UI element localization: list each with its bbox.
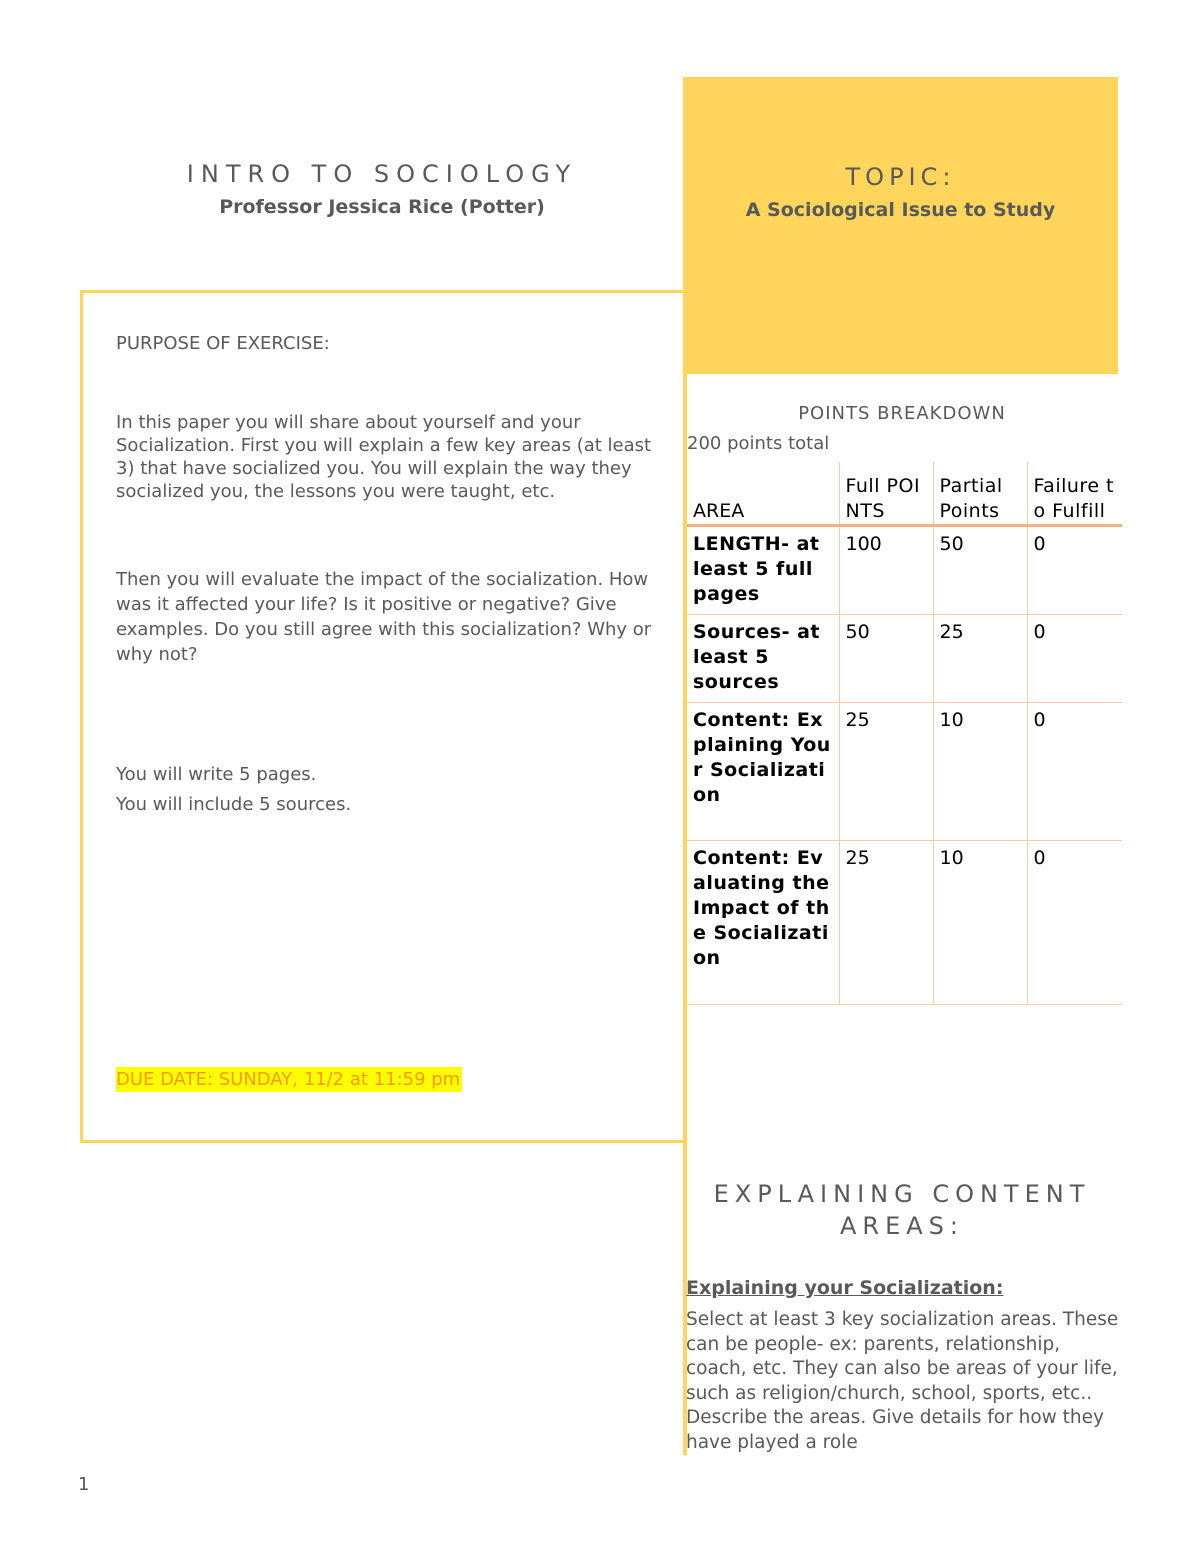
row-fail: 0 [1027,615,1122,703]
explaining-title: EXPLAINING CONTENT AREAS: [713,1180,1091,1240]
points-total: 200 points total [687,433,830,454]
explaining-body: Select at least 3 key socialization areas. These can be people- ex: parents, relationship, coach, etc. They can also be areas of your life, such as religion/church, school, sports, etc.. Describe the areas. Give details for how they have played a role [686,1309,1119,1453]
due-date: DUE DATE: SUNDAY, 11/2 at 11:59 pm [116,1069,461,1090]
header-area: AREA [687,462,839,526]
points-table-header [687,462,1122,526]
topic-label: TOPIC: [845,163,956,191]
row-area: Content: Explaining Your Socialization [687,703,839,841]
table-row [687,841,1122,1005]
row-full: 25 [839,703,933,841]
row-partial: 50 [933,526,1027,615]
row-fail: 0 [1027,703,1122,841]
row-fail: 0 [1027,526,1122,615]
topic-text: A Sociological Issue to Study [745,199,1056,221]
header-failure: Failure to Fulfill [1027,462,1122,526]
table-row [687,615,1122,703]
requirement-pages: You will write 5 pages. [116,764,317,785]
due-date-line [116,1068,656,1091]
points-table [687,462,1122,1005]
row-area: Content: Evaluating the Impact of the Socialization [687,841,839,1005]
page-number: 1 [78,1474,90,1495]
course-title: INTRO TO SOCIOLOGY [186,160,578,188]
table-row [687,703,1122,841]
row-area: LENGTH- at least 5 full pages [687,526,839,615]
purpose-paragraph-1: In this paper you will share about yourself and your Socialization. First you will explain a few key areas (at least 3) that have socialized you. You will explain the way they socialized you, the lessons you were taught, etc. [116,412,652,502]
topic-box [683,77,1118,374]
row-partial: 10 [933,841,1027,1005]
row-fail: 0 [1027,841,1122,1005]
purpose-paragraph-2: Then you will evaluate the impact of the socialization. How was it affected your life? Is it positive or negative? Give examples. Do you still agree with this socialization? Why or why not? [116,569,652,665]
row-full: 50 [839,615,933,703]
row-full: 25 [839,841,933,1005]
row-partial: 10 [933,703,1027,841]
header-partial-points: Partial Points [933,462,1027,526]
points-breakdown-title: POINTS BREAKDOWN [798,403,1006,424]
row-area: Sources- at least 5 sources [687,615,839,703]
header-full-points: Full POINTS [839,462,933,526]
row-full: 100 [839,526,933,615]
purpose-heading: PURPOSE OF EXERCISE: [116,333,330,354]
requirement-sources: You will include 5 sources. [116,794,352,815]
professor-name: Professor Jessica Rice (Potter) [219,196,545,218]
row-partial: 25 [933,615,1027,703]
table-row [687,526,1122,615]
explaining-subheading: Explaining your Socialization: [686,1277,1004,1299]
